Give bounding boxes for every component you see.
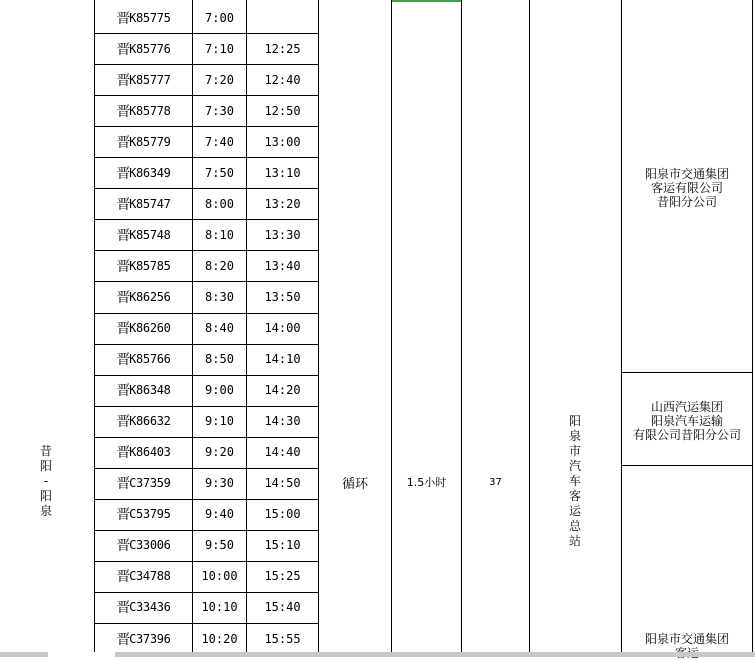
route-char: 昔 [39, 444, 52, 458]
route-char: 泉 [39, 504, 52, 518]
operator-3: 阳泉市交通集团 [644, 632, 729, 646]
return-time: 15:00 [264, 507, 301, 522]
grid-line [621, 465, 753, 466]
grid-line [621, 372, 753, 373]
station-char: 运 [568, 504, 581, 518]
station-char: 车 [568, 474, 581, 488]
plate-prefix: 晋 [116, 165, 131, 182]
plate-number [95, 157, 192, 188]
depart-time: 7:30 [205, 103, 234, 118]
plate-prefix: 晋 [116, 600, 131, 617]
plate-code: K86349 [129, 165, 171, 180]
station-label [567, 414, 583, 549]
depart-time: 10:10 [201, 600, 238, 615]
plate-number [95, 95, 192, 126]
station-char: 总 [568, 519, 581, 533]
plate-number [95, 250, 192, 281]
route-label [38, 444, 54, 519]
plate-code: K85776 [129, 41, 171, 56]
depart-time: 9:00 [205, 383, 234, 398]
plate-number [95, 406, 192, 437]
plate-prefix: 晋 [116, 538, 131, 555]
plate-prefix: 晋 [116, 569, 131, 586]
return-time [247, 2, 318, 33]
plate-prefix: 晋 [116, 103, 131, 120]
depart-time: 8:50 [205, 352, 234, 367]
return-time: 13:10 [264, 165, 301, 180]
grid-line [752, 0, 753, 652]
route-char: 阳 [39, 459, 52, 473]
station-char: 阳 [568, 414, 581, 428]
depart-time: 7:20 [205, 72, 234, 87]
plate-code: C53795 [129, 507, 171, 522]
depart-time: 8:20 [205, 258, 234, 273]
plate-number [95, 468, 192, 499]
plate-code: K85747 [129, 196, 171, 211]
plate-prefix: 晋 [116, 352, 131, 369]
plate-prefix: 晋 [116, 196, 131, 213]
plate-prefix: 晋 [116, 72, 131, 89]
horizontal-scrollbar[interactable] [0, 652, 755, 657]
plate-prefix: 晋 [116, 631, 131, 648]
plate-number [95, 281, 192, 312]
plate-code: C33006 [129, 538, 171, 553]
depart-time: 7:10 [205, 41, 234, 56]
plate-number [95, 33, 192, 64]
scrollbar-thumb[interactable] [0, 652, 48, 657]
return-time: 13:50 [264, 289, 301, 304]
plate-code: K85779 [129, 134, 171, 149]
plate-number [95, 623, 192, 654]
grid-line [318, 0, 319, 652]
depart-time: 9:50 [205, 538, 234, 553]
plate-code: C37359 [129, 476, 171, 491]
plate-code: K86260 [129, 321, 171, 336]
plate-prefix: 晋 [116, 383, 131, 400]
route-char: 阳 [39, 489, 52, 503]
return-time: 15:55 [264, 631, 301, 646]
return-time: 14:30 [264, 414, 301, 429]
plate-code: C33436 [129, 600, 171, 615]
plate-prefix: 晋 [116, 321, 131, 338]
plate-code: K85775 [129, 10, 171, 25]
return-time: 14:50 [264, 476, 301, 491]
return-time: 15:40 [264, 600, 301, 615]
depart-time: 9:10 [205, 414, 234, 429]
return-time: 14:00 [264, 321, 301, 336]
plate-prefix: 晋 [116, 414, 131, 431]
plate-number [95, 219, 192, 250]
return-time: 13:30 [264, 227, 301, 242]
plate-prefix: 晋 [116, 41, 131, 58]
return-time: 13:40 [264, 258, 301, 273]
route-char: - [43, 474, 49, 488]
plate-number [95, 530, 192, 561]
plate-number [95, 561, 192, 592]
return-time: 15:25 [264, 569, 301, 584]
plate-code: C37396 [129, 631, 171, 646]
depart-time: 8:00 [205, 196, 234, 211]
station-char: 汽 [568, 459, 581, 473]
depart-time: 8:40 [205, 321, 234, 336]
grid-line [391, 0, 392, 652]
plate-code: K85778 [129, 103, 171, 118]
plate-prefix: 晋 [116, 10, 131, 27]
plate-prefix: 晋 [116, 445, 131, 462]
grid-line [621, 0, 622, 652]
plate-prefix: 晋 [116, 289, 131, 306]
plate-code: K86632 [129, 414, 171, 429]
plate-number [95, 313, 192, 344]
plate-number [95, 375, 192, 406]
grid-line [529, 0, 530, 652]
plate-number [95, 2, 192, 33]
return-time: 14:40 [264, 445, 301, 460]
plate-number [95, 126, 192, 157]
station-char: 市 [568, 444, 581, 458]
plate-code: K86348 [129, 383, 171, 398]
plate-prefix: 晋 [116, 134, 131, 151]
return-time: 12:50 [264, 103, 301, 118]
plate-number [95, 437, 192, 468]
station-char: 泉 [568, 429, 581, 443]
mode-cell: 循环 [341, 476, 368, 492]
plate-code: K85748 [129, 227, 171, 242]
plate-number [95, 344, 192, 375]
duration-cell: 1.5小时 [406, 476, 447, 489]
return-time: 12:25 [264, 41, 301, 56]
depart-time: 10:20 [201, 631, 238, 646]
plate-number [95, 64, 192, 95]
return-time: 15:10 [264, 538, 301, 553]
return-time: 12:40 [264, 72, 301, 87]
plate-code: C34788 [129, 569, 171, 584]
plate-code: K86403 [129, 445, 171, 460]
depart-time: 8:10 [205, 227, 234, 242]
count-cell: 37 [489, 476, 502, 488]
plate-number [95, 188, 192, 219]
depart-time: 10:00 [201, 569, 238, 584]
depart-time: 9:40 [205, 507, 234, 522]
depart-time: 7:50 [205, 165, 234, 180]
plate-code: K85785 [129, 258, 171, 273]
return-time: 13:00 [264, 134, 301, 149]
plate-code: K86256 [129, 289, 171, 304]
scrollbar-track[interactable] [115, 652, 755, 657]
depart-time: 9:20 [205, 445, 234, 460]
return-time: 14:20 [264, 383, 301, 398]
depart-time: 7:00 [205, 10, 234, 25]
depart-time: 7:40 [205, 134, 234, 149]
plate-code: K85777 [129, 72, 171, 87]
operator-1: 阳泉市交通集团 客运有限公司 昔阳分公司 [644, 167, 729, 209]
depart-time: 8:30 [205, 289, 234, 304]
plate-code: K85766 [129, 352, 171, 367]
operator-2: 山西汽运集团 阳泉汽车运输 有限公司昔阳分公司 [632, 400, 741, 442]
plate-prefix: 晋 [116, 507, 131, 524]
plate-number [95, 499, 192, 530]
plate-prefix: 晋 [116, 227, 131, 244]
station-char: 站 [568, 534, 581, 548]
selected-cell-marker [392, 0, 461, 2]
plate-prefix: 晋 [116, 476, 131, 493]
return-time: 13:20 [264, 196, 301, 211]
station-char: 客 [568, 489, 581, 503]
depart-time: 9:30 [205, 476, 234, 491]
plate-number [95, 592, 192, 623]
plate-prefix: 晋 [116, 258, 131, 275]
grid-line [461, 0, 462, 652]
return-time: 14:10 [264, 352, 301, 367]
